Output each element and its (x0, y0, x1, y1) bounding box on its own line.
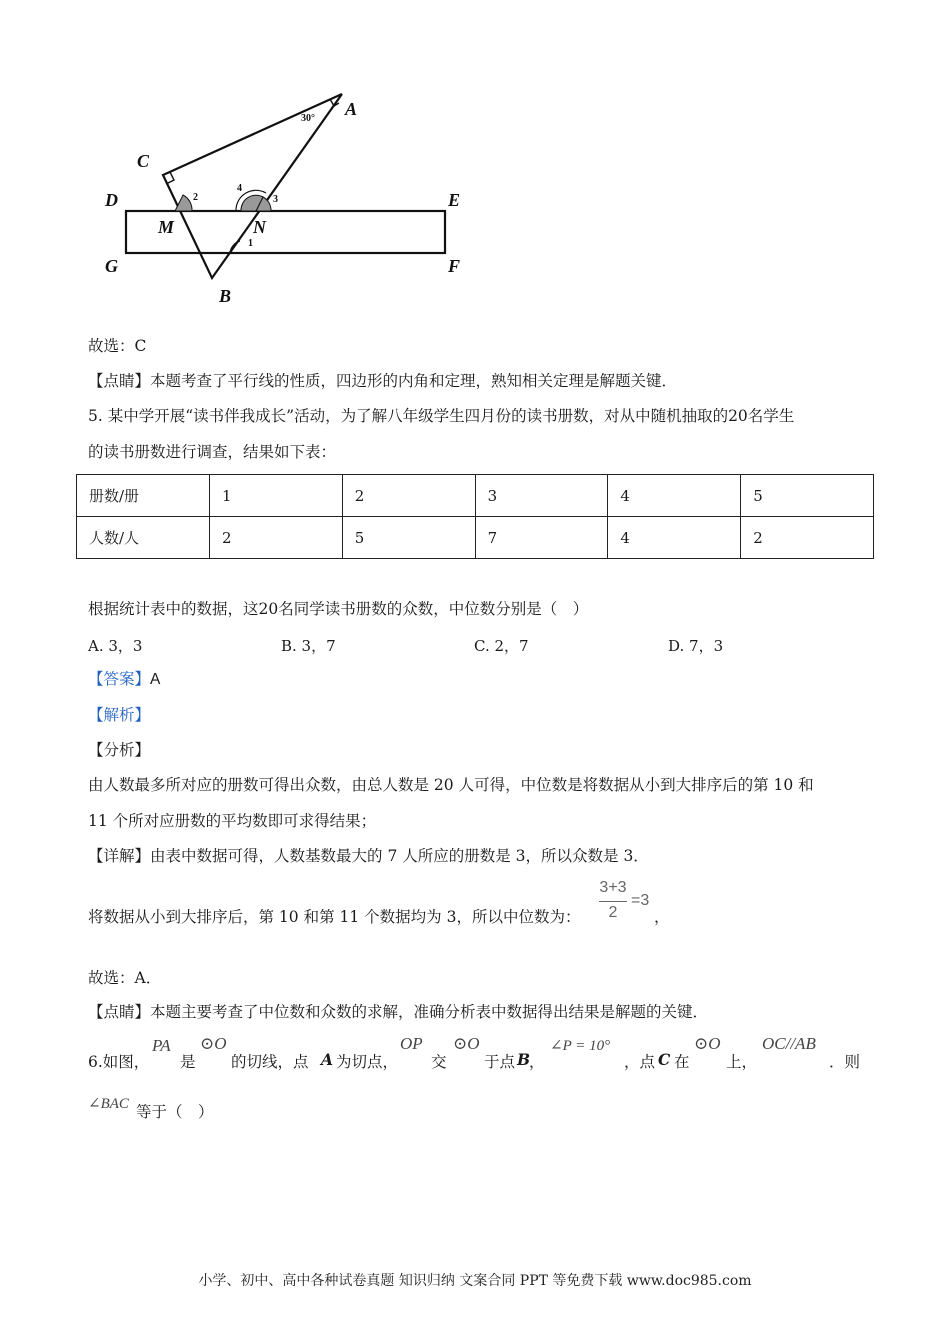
table-cell: 4 (608, 517, 741, 559)
reading-stats-table (76, 474, 874, 559)
table-row (77, 517, 874, 559)
fenxi-line1: 由人数最多所对应的册数可得出众数，由总人数是 20 人可得，中位数是将数据从小到大排序后的第 10 和 (88, 776, 814, 794)
table-cell: 1 (210, 475, 343, 517)
q4-comment (88, 371, 677, 391)
detail-tag: 【详解】 (88, 847, 151, 865)
math-angle-p: ∠P = 10° (550, 1038, 611, 1054)
label-angle-3: 3 (273, 194, 278, 205)
detail-text: 由表中数据可得，人数基数最大的 7 人所应的册数是 3，所以众数是 3． (150, 847, 649, 865)
detail-line1 (88, 846, 649, 866)
table-cell: 5 (342, 517, 475, 559)
q6-point-a: A (321, 1050, 334, 1069)
table-cell: 2 (210, 517, 343, 559)
q6-dian: ，点 (624, 1053, 656, 1071)
label-b: B (219, 286, 232, 306)
q4-comment-tag: 【点睛】 (88, 372, 151, 390)
q6-comma1: ， (529, 1053, 545, 1071)
label-angle-4: 4 (237, 183, 242, 194)
q5-comment (88, 1002, 708, 1022)
label-f: F (448, 256, 461, 276)
q6-prefix: 6.如图， (88, 1053, 150, 1071)
angle-2-sector (175, 195, 192, 211)
table-cell: 7 (475, 517, 608, 559)
table-row (77, 475, 874, 517)
fraction-comma: ， (654, 908, 670, 926)
label-g: G (105, 256, 118, 276)
analysis-tag: 【解析】 (88, 706, 151, 724)
table-cell: 2 (741, 517, 874, 559)
fenxi-line2: 11 个所对应册数的平均数即可求得结果； (88, 812, 377, 830)
fraction-denominator: 2 (608, 904, 618, 921)
q6-shang: 上， (726, 1053, 758, 1071)
table-cell: 3 (475, 475, 608, 517)
fenxi-tag: 【分析】 (88, 741, 151, 759)
label-angle-2: 2 (193, 192, 198, 203)
q6-point-c: C (658, 1050, 671, 1069)
option-c: C. 2，7 (474, 637, 529, 655)
triangle-abc (163, 94, 342, 278)
q5-stem-line1: 5. 某中学开展“读书伴我成长”活动，为了解八年级学生四月份的读书册数，对从中随机抽取的20名学生 (88, 407, 795, 425)
math-circle-o: ⊙O (200, 1034, 227, 1053)
label-c: C (137, 151, 150, 171)
fraction-equals: =3 (631, 892, 650, 909)
page-footer: 小学、初中、高中各种试卷真题 知识归纳 文案合同 PPT 等免费下载 www.doc985.com (198, 1273, 752, 1289)
q6-point-b: B (517, 1050, 531, 1069)
q6-yu-dian: 于点 (484, 1053, 516, 1071)
option-a: A. 3，3 (88, 637, 143, 655)
q5-stem-line2: 的读书册数进行调查，结果如下表： (88, 443, 337, 461)
q6-zai: 在 (674, 1053, 690, 1071)
table-cell: 5 (741, 475, 874, 517)
math-angle-bac: ∠BAC (88, 1096, 129, 1112)
q6-ze: ．则 (829, 1053, 861, 1071)
label-e: E (448, 190, 461, 210)
math-pa: PA (152, 1036, 171, 1055)
label-angle-1: 1 (248, 238, 253, 249)
math-oc-ab: OC//AB (762, 1034, 816, 1053)
table-cell: 册数/册 (77, 475, 210, 517)
q4-comment-text: 本题考查了平行线的性质，四边形的内角和定理，熟知相关定理是解题关键． (150, 372, 678, 390)
option-d: D. 7，3 (668, 637, 724, 655)
answer-tag: 【答案】 (88, 670, 151, 688)
detail-line2: 将数据从小到大排序后，第 10 和第 11 个数据均为 3，所以中位数为： (88, 908, 581, 926)
label-n: N (253, 217, 266, 237)
q6-dengyu: 等于（ ） (136, 1103, 214, 1121)
label-m: M (158, 217, 175, 237)
math-circle-o-2: ⊙O (453, 1034, 480, 1053)
geometry-figure (95, 85, 485, 310)
q6-stem-line2 (88, 1094, 388, 1124)
q4-choice: 故选：C (88, 337, 147, 355)
fraction-bar (599, 901, 627, 902)
table-cell: 4 (608, 475, 741, 517)
q6-tangent-point: 为切点， (336, 1053, 399, 1071)
q5-comment-tag: 【点睛】 (88, 1003, 151, 1021)
q5-answer (88, 669, 160, 690)
label-d: D (105, 190, 118, 210)
option-b: B. 3，7 (281, 637, 336, 655)
label-30deg: 30° (301, 113, 315, 124)
q6-stem-line1 (88, 1034, 868, 1074)
table-cell: 2 (342, 475, 475, 517)
q5-choice: 故选：A． (88, 969, 162, 987)
median-fraction (598, 879, 658, 927)
label-a: A (345, 99, 358, 119)
q6-jiao: 交 (431, 1053, 447, 1071)
answer-value: A (150, 671, 161, 688)
q6-is: 是 (180, 1053, 196, 1071)
q6-tangent: 的切线，点 (231, 1053, 309, 1071)
math-op: OP (400, 1034, 423, 1053)
math-circle-o-3: ⊙O (694, 1034, 721, 1053)
q5-comment-text: 本题主要考查了中位数和众数的求解，准确分析表中数据得出结果是解题的关键． (150, 1003, 709, 1021)
fraction-numerator: 3+3 (599, 879, 627, 896)
q5-question: 根据统计表中的数据，这20名同学读书册数的众数，中位数分别是（ ） (88, 600, 589, 618)
table-cell: 人数/人 (77, 517, 210, 559)
